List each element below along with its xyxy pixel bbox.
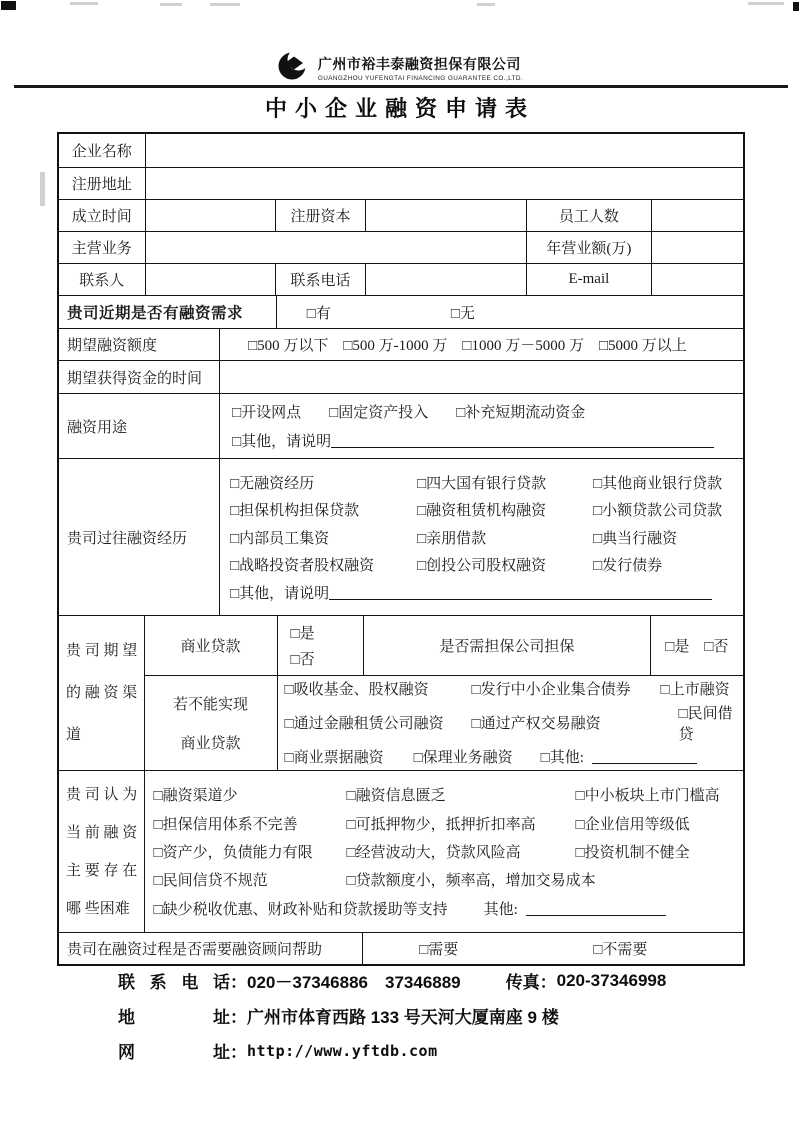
advisor-need-label: 贵司在融资过程是否需要融资顾问帮助 [67, 942, 323, 958]
footer-phone-line: 联系电话 ： 020－37346886 37346889 传真： 020-37346998 [118, 963, 758, 998]
registered-address-label: 注册地址 [71, 177, 132, 193]
row-advisor-need [59, 932, 743, 964]
checkbox-option: □投资机制不健全 [575, 844, 690, 861]
footer-address-line: 地址 ： 广州市体育西路 133 号天河大厦南座 9 楼 [118, 998, 758, 1033]
checkbox-option: □企业信用等级低 [575, 816, 690, 833]
footer-website-label: 网址 [118, 1043, 230, 1062]
checkbox-option: □吸收基金、股权融资 [284, 682, 429, 699]
turnover-blank [651, 232, 743, 263]
expected-amount-options: □500 万以下 □500 万-1000 万 □1000 万－5000 万 □5000 万以上 [219, 329, 743, 360]
footer-website-line: 网址 ： http://www.yftdb.com [118, 1033, 758, 1068]
page-header [0, 50, 800, 85]
footer-fax-label: 传真： [505, 973, 557, 992]
capital-label: 注册资本 [275, 200, 365, 231]
row-company-name [59, 134, 743, 167]
registered-address-blank [145, 168, 744, 199]
checkbox-option: □上市融资 [660, 682, 730, 699]
checkbox-option: □资产少，负债能力有限 [153, 844, 313, 861]
row-main-business [59, 231, 743, 263]
alt-commercial-label: 若不能实现 商业贷款 [173, 697, 249, 752]
row-contact [59, 263, 743, 295]
footer-address-label: 地址 [118, 1008, 230, 1027]
scan-artifact [210, 3, 240, 6]
scan-artifact [70, 2, 98, 5]
financing-purpose-label: 融资用途 [67, 419, 128, 436]
checkbox-option: □贷款额度小，频率高，增加交易成本 [346, 873, 596, 890]
checkbox-option: □典当行融资 [593, 530, 678, 547]
row-financing-difficulties [59, 770, 743, 932]
scan-artifact [160, 3, 182, 6]
checkbox-option: □缺少税收优惠、财政补贴和贷款援助等支持 [153, 901, 448, 918]
company-name-label: 企业名称 [71, 144, 132, 160]
checkbox-option: □有 [306, 305, 331, 322]
row-registered-address [59, 167, 743, 199]
guarantee-question-label: 是否需担保公司担保 [363, 616, 650, 675]
contact-blank [145, 264, 275, 295]
checkbox-option: □四大国有银行贷款 [417, 475, 547, 492]
scan-artifact [1, 1, 16, 10]
expected-amount-label: 期望融资额度 [67, 338, 158, 354]
checkbox-option: □融资租赁机构融资 [417, 503, 547, 519]
checkbox-option: □创投公司股权融资 [417, 558, 547, 574]
checkbox-option: □其他商业银行贷款 [593, 475, 723, 492]
footer-website-value: http://www.yftdb.com [247, 1041, 438, 1060]
footer-fax-value: 020-37346998 [556, 970, 667, 990]
contact-label: 联系人 [79, 273, 125, 289]
expected-timing-label: 期望获得资金的时间 [67, 370, 203, 387]
checkbox-option: □民间借贷 [678, 705, 733, 743]
checkbox-option: □需要 [419, 942, 459, 958]
checkbox-option: □其他，请说明 [230, 585, 330, 602]
financing-history-label: 贵司过往融资经历 [67, 530, 188, 547]
turnover-label: 年营业额(万) [526, 232, 650, 263]
row-financing-history [59, 458, 743, 615]
guarantee-options: □是 □否 [650, 616, 743, 675]
row-expected-timing [59, 360, 743, 393]
staff-label: 员工人数 [526, 200, 650, 231]
checkbox-option: □开设网点 [232, 405, 302, 422]
checkbox-option: □内部员工集资 [230, 530, 330, 547]
checkbox-option: □亲朋借款 [417, 530, 487, 547]
form-title: 中小企业融资申请表 [264, 96, 535, 121]
fill-in-line [331, 433, 714, 448]
financing-difficulties-label: 贵 司 认 为 当 前 融 资 主 要 存 在 哪 些困难 [66, 786, 138, 917]
founded-blank [145, 200, 275, 231]
row-financing-channels [59, 615, 743, 770]
other-label: 其他: [483, 901, 518, 918]
checkbox-option: □中小板块上市门槛高 [575, 788, 720, 805]
checkbox-option: □通过金融租赁公司融资 [284, 716, 444, 733]
scan-artifact [477, 3, 495, 6]
company-logo-icon [277, 50, 311, 85]
footer-phone-value: 020－37346886 37346889 [247, 973, 461, 992]
checkbox-option: □小额贷款公司贷款 [593, 503, 723, 519]
checkbox-option: □发行中小企业集合债券 [471, 682, 631, 699]
checkbox-option: □补充短期流动资金 [456, 405, 586, 422]
row-financing-purpose [59, 393, 743, 458]
checkbox-option: □其他: [540, 750, 584, 767]
checkbox-option: □民间信贷不规范 [153, 873, 268, 890]
scan-artifact [40, 172, 45, 206]
checkbox-option: □固定资产投入 [329, 405, 429, 422]
company-name-cn: 广州市裕丰泰融资担保有限公司 [317, 55, 521, 72]
commercial-loan-label: 商业贷款 [180, 638, 241, 655]
row-financing-need [59, 295, 743, 328]
application-table [57, 132, 745, 966]
checkbox-option: □商业票据融资 [284, 750, 384, 767]
scan-artifact [748, 2, 784, 5]
fill-in-line [592, 749, 697, 764]
checkbox-option: □通过产权交易融资 [471, 716, 601, 733]
header-divider [14, 85, 788, 88]
capital-blank [365, 200, 526, 231]
founded-label: 成立时间 [71, 209, 132, 225]
checkbox-option: □无 [450, 305, 475, 322]
checkbox-option: □是 [290, 625, 315, 642]
staff-blank [651, 200, 743, 231]
expected-timing-blank [219, 361, 743, 393]
company-name-blank [145, 134, 744, 167]
company-name-en: GUANGZHOU YUFENGTAI FINANCING GUARANTEE CO.,LTD. [317, 74, 524, 82]
page-footer [118, 963, 758, 1068]
checkbox-option: □融资渠道少 [153, 788, 238, 805]
checkbox-option: □保理业务融资 [413, 750, 513, 767]
row-expected-amount [59, 328, 743, 360]
checkbox-option: □发行债券 [593, 558, 663, 574]
financing-channels-label: 贵 司 期 望 的 融 资 渠 道 [66, 643, 138, 743]
checkbox-option: □融资信息匮乏 [346, 788, 446, 805]
phone-label: 联系电话 [275, 264, 365, 295]
business-blank [145, 232, 527, 263]
checkbox-option: □可抵押物少，抵押折扣率高 [346, 816, 536, 833]
row-founding [59, 199, 743, 231]
fill-in-line [329, 585, 712, 600]
checkbox-option: □不需要 [593, 942, 648, 958]
footer-address-value: 广州市体育西路 133 号天河大厦南座 9 楼 [247, 1008, 559, 1027]
checkbox-option: □经营波动大，贷款风险高 [346, 844, 521, 861]
footer-phone-label: 联系电话 [118, 973, 230, 992]
financing-need-label: 贵司近期是否有融资需求 [67, 305, 244, 322]
email-label: E-mail [526, 264, 650, 295]
checkbox-option: □担保信用体系不完善 [153, 816, 298, 833]
phone-blank [365, 264, 526, 295]
scan-artifact [793, 2, 799, 11]
email-blank [651, 264, 743, 295]
checkbox-option: □担保机构担保贷款 [230, 503, 360, 519]
checkbox-option: □无融资经历 [230, 475, 315, 492]
checkbox-option: □否 [290, 652, 315, 669]
checkbox-option: □其他，请说明 [232, 433, 332, 450]
fill-in-line [526, 901, 666, 916]
business-label: 主营业务 [71, 241, 132, 257]
checkbox-option: □战略投资者股权融资 [230, 558, 375, 574]
